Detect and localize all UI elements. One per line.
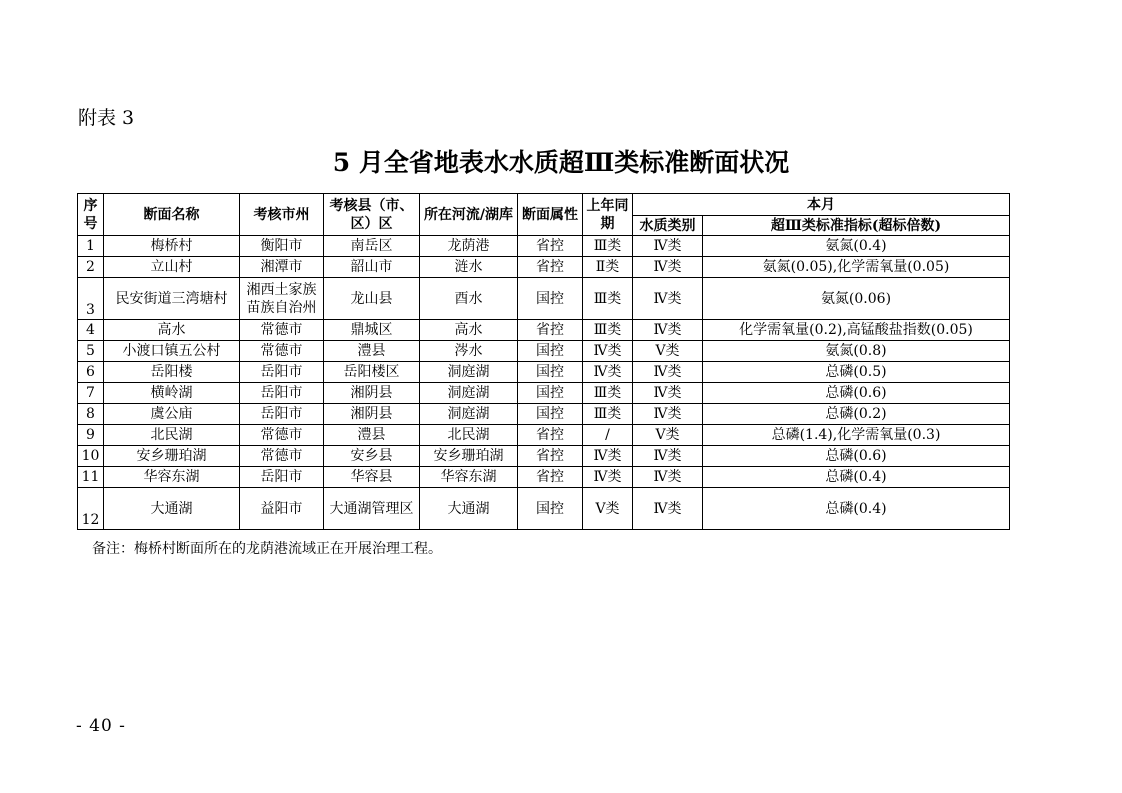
exceeding-indicators: 总磷(1.4),化学需氧量(0.3) [703,425,1010,446]
exceeding-indicators: 总磷(0.4) [703,488,1010,530]
header-quality: 水质类别 [633,216,703,236]
table-row [78,257,1010,278]
row-number: 8 [78,404,104,425]
section-name: 梅桥村 [104,236,240,257]
page-number: - 40 - [76,716,126,736]
row-number: 1 [78,236,104,257]
section-name: 大通湖 [104,488,240,530]
table-row [78,425,1010,446]
exceeding-indicators: 氨氮(0.05),化学需氧量(0.05) [703,257,1010,278]
table-row [78,446,1010,467]
table-note: 备注：梅桥村断面所在的龙荫港流域正在开展治理工程。 [92,541,442,557]
row-number: 7 [78,383,104,404]
assessed-county: 澧县 [324,425,420,446]
header-county: 考核县（市、区）区 [324,194,420,236]
quality-class: Ⅳ类 [633,446,703,467]
quality-class: Ⅳ类 [633,236,703,257]
header-name: 断面名称 [104,194,240,236]
river-lake: 洞庭湖 [420,383,518,404]
section-name: 立山村 [104,257,240,278]
exceeding-indicators: 氨氮(0.8) [703,341,1010,362]
last-year-class: Ⅴ类 [583,488,633,530]
assessed-county: 南岳区 [324,236,420,257]
header-this-month: 本月 [633,194,1010,216]
section-attribute: 省控 [518,446,583,467]
assessed-county: 大通湖管理区 [324,488,420,530]
exceeding-indicators: 总磷(0.2) [703,404,1010,425]
section-name: 民安街道三湾塘村 [104,278,240,320]
row-number: 9 [78,425,104,446]
river-lake: 高水 [420,320,518,341]
exceeding-indicators: 氨氮(0.06) [703,278,1010,320]
assessed-city: 岳阳市 [240,383,324,404]
river-lake: 涔水 [420,341,518,362]
header-seq: 序号 [78,194,104,236]
header-river: 所在河流/湖库 [420,194,518,236]
last-year-class: / [583,425,633,446]
assessed-county: 华容县 [324,467,420,488]
river-lake: 安乡珊珀湖 [420,446,518,467]
assessed-city: 岳阳市 [240,362,324,383]
section-attribute: 国控 [518,341,583,362]
assessed-city: 常德市 [240,320,324,341]
last-year-class: Ⅲ类 [583,236,633,257]
header-last-year: 上年同期 [583,194,633,236]
river-lake: 洞庭湖 [420,404,518,425]
quality-class: Ⅳ类 [633,278,703,320]
row-number: 6 [78,362,104,383]
row-number: 12 [78,488,104,530]
header-attr: 断面属性 [518,194,583,236]
quality-class: Ⅴ类 [633,425,703,446]
section-attribute: 国控 [518,362,583,383]
table-row [78,320,1010,341]
last-year-class: Ⅱ类 [583,257,633,278]
assessed-county: 鼎城区 [324,320,420,341]
section-name: 高水 [104,320,240,341]
section-attribute: 省控 [518,236,583,257]
last-year-class: Ⅲ类 [583,320,633,341]
assessed-county: 安乡县 [324,446,420,467]
quality-class: Ⅳ类 [633,362,703,383]
attachment-label: 附表 3 [78,107,135,129]
river-lake: 洞庭湖 [420,362,518,383]
table-row [78,362,1010,383]
exceeding-indicators: 总磷(0.5) [703,362,1010,383]
table-row [78,467,1010,488]
quality-class: Ⅳ类 [633,488,703,530]
section-attribute: 国控 [518,383,583,404]
quality-class: Ⅳ类 [633,404,703,425]
header-city: 考核市州 [240,194,324,236]
row-number: 5 [78,341,104,362]
last-year-class: Ⅳ类 [583,341,633,362]
exceeding-indicators: 氨氮(0.4) [703,236,1010,257]
page-title: 5 月全省地表水水质超Ⅲ类标准断面状况 [332,148,790,177]
assessed-city: 岳阳市 [240,404,324,425]
last-year-class: Ⅲ类 [583,383,633,404]
assessed-city: 湘西土家族苗族自治州 [240,278,324,320]
assessed-county: 岳阳楼区 [324,362,420,383]
last-year-class: Ⅳ类 [583,467,633,488]
exceeding-indicators: 化学需氧量(0.2),高锰酸盐指数(0.05) [703,320,1010,341]
row-number: 11 [78,467,104,488]
section-name: 华容东湖 [104,467,240,488]
section-name: 小渡口镇五公村 [104,341,240,362]
last-year-class: Ⅳ类 [583,446,633,467]
assessed-city: 湘潭市 [240,257,324,278]
quality-class: Ⅳ类 [633,320,703,341]
section-attribute: 省控 [518,257,583,278]
exceeding-indicators: 总磷(0.6) [703,383,1010,404]
section-name: 虞公庙 [104,404,240,425]
section-attribute: 国控 [518,488,583,530]
exceeding-indicators: 总磷(0.6) [703,446,1010,467]
quality-class: Ⅴ类 [633,341,703,362]
section-name: 北民湖 [104,425,240,446]
row-number: 10 [78,446,104,467]
quality-class: Ⅳ类 [633,383,703,404]
river-lake: 北民湖 [420,425,518,446]
assessed-county: 龙山县 [324,278,420,320]
water-quality-table [77,193,1010,530]
last-year-class: Ⅲ类 [583,278,633,320]
section-attribute: 国控 [518,278,583,320]
assessed-city: 常德市 [240,425,324,446]
row-number: 2 [78,257,104,278]
river-lake: 龙荫港 [420,236,518,257]
table-row [78,341,1010,362]
section-attribute: 省控 [518,467,583,488]
exceeding-indicators: 总磷(0.4) [703,467,1010,488]
quality-class: Ⅳ类 [633,467,703,488]
assessed-county: 澧县 [324,341,420,362]
last-year-class: Ⅳ类 [583,362,633,383]
table-row [78,404,1010,425]
river-lake: 大通湖 [420,488,518,530]
last-year-class: Ⅲ类 [583,404,633,425]
section-attribute: 国控 [518,404,583,425]
assessed-county: 湘阴县 [324,404,420,425]
assessed-city: 岳阳市 [240,467,324,488]
table-row [78,383,1010,404]
assessed-city: 益阳市 [240,488,324,530]
river-lake: 酉水 [420,278,518,320]
assessed-county: 湘阴县 [324,383,420,404]
header-indicators: 超Ⅲ类标准指标(超标倍数) [703,216,1010,236]
assessed-city: 常德市 [240,341,324,362]
assessed-city: 常德市 [240,446,324,467]
river-lake: 涟水 [420,257,518,278]
quality-class: Ⅳ类 [633,257,703,278]
table-row [78,278,1010,320]
table-row [78,488,1010,530]
row-number: 3 [78,278,104,320]
assessed-county: 韶山市 [324,257,420,278]
section-name: 安乡珊珀湖 [104,446,240,467]
assessed-city: 衡阳市 [240,236,324,257]
section-attribute: 省控 [518,320,583,341]
section-name: 岳阳楼 [104,362,240,383]
river-lake: 华容东湖 [420,467,518,488]
section-name: 横岭湖 [104,383,240,404]
table-row [78,236,1010,257]
row-number: 4 [78,320,104,341]
section-attribute: 省控 [518,425,583,446]
